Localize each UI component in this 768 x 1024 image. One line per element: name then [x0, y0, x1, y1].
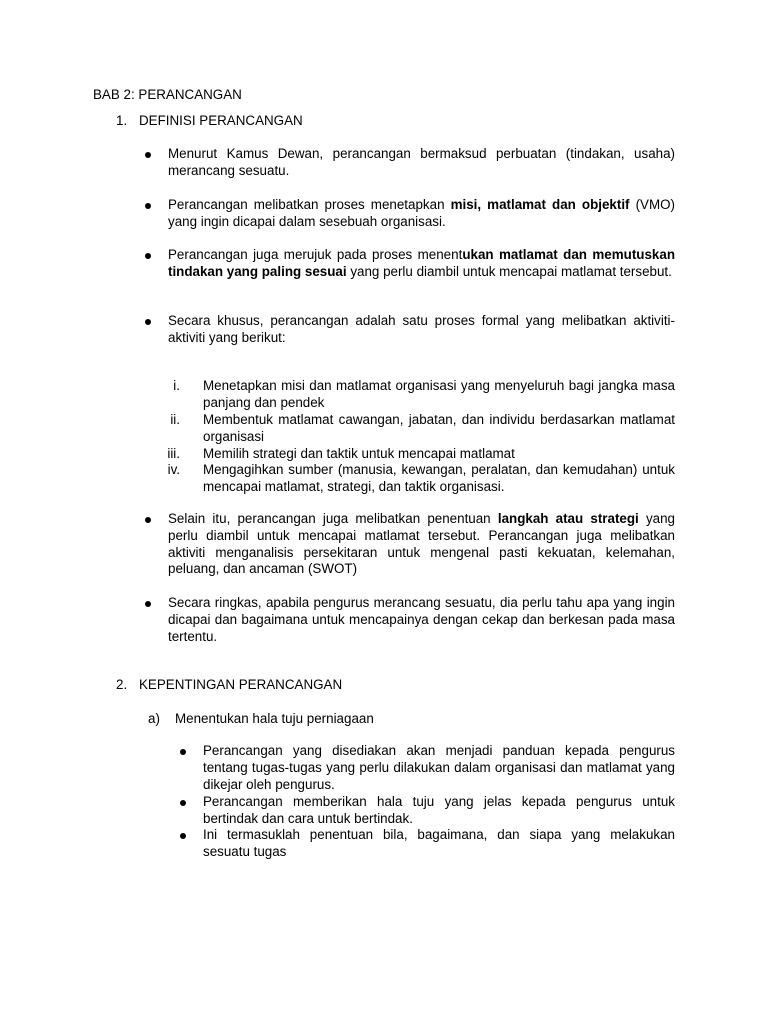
- bullet-text: Perancangan juga merujuk pada proses menentukan matlamat dan memutuskan tindakan yang paling sesuai yang perlu diambil untuk mencapai matlamat tersebut.: [168, 247, 675, 279]
- bullet-icon: [145, 517, 151, 523]
- bullet-icon: [180, 833, 186, 839]
- bullet-text: Ini termasuklah penentuan bila, bagaimana, dan siapa yang melakukan sesuatu tugas: [203, 827, 675, 859]
- bullet-icon: [145, 203, 151, 209]
- list-number: ii.: [170, 412, 180, 427]
- bullet-icon: [145, 152, 151, 158]
- list-number: iv.: [167, 462, 180, 477]
- list-text: Membentuk matlamat cawangan, jabatan, dan individu berdasarkan matlamat organisasi: [203, 412, 675, 444]
- subsection-a-title: Menentukan hala tuju perniagaan: [175, 711, 374, 726]
- list-number: iii.: [167, 446, 180, 461]
- bullet-icon: [180, 800, 186, 806]
- bullet-text: Secara ringkas, apabila pengurus merancang sesuatu, dia perlu tahu apa yang ingin dicapai dan bagaimana untuk mencapainya dengan cekap dan berkesan pada masa tertentu.: [168, 595, 675, 644]
- subsection-a-label: a): [148, 711, 160, 726]
- bullet-icon: [145, 601, 151, 607]
- bullet-text: Selain itu, perancangan juga melibatkan penentuan langkah atau strategi yang perlu diambil untuk mencapai matlamat tersebut. Perancangan juga melibatkan aktiviti menganalisis persekitaran untuk mengenal pasti kekuatan, kelemahan, peluang, dan ancaman (SWOT): [168, 511, 675, 577]
- section-1-number: 1.: [116, 113, 128, 128]
- list-text: Memilih strategi dan taktik untuk mencapai matlamat: [203, 446, 515, 461]
- section-2-title: KEPENTINGAN PERANCANGAN: [139, 677, 343, 692]
- list-text: Mengagihkan sumber (manusia, kewangan, peralatan, dan kemudahan) untuk mencapai matlamat, strategi, dan taktik organisasi.: [203, 462, 675, 494]
- bullet-text: Secara khusus, perancangan adalah satu proses formal yang melibatkan aktiviti-aktiviti yang berikut:: [168, 313, 675, 345]
- bullet-text: Menurut Kamus Dewan, perancangan bermaksud perbuatan (tindakan, usaha) merancang sesuatu.: [168, 146, 675, 178]
- bullet-icon: [145, 253, 151, 259]
- bullet-icon: [145, 319, 151, 325]
- section-1-title: DEFINISI PERANCANGAN: [139, 113, 303, 128]
- bullet-icon: [180, 749, 186, 755]
- chapter-title: BAB 2: PERANCANGAN: [93, 87, 242, 102]
- list-number: i.: [173, 378, 180, 393]
- bullet-text: Perancangan memberikan hala tuju yang jelas kepada pengurus untuk bertindak dan cara untuk bertindak.: [203, 794, 675, 826]
- bullet-text: Perancangan yang disediakan akan menjadi panduan kepada pengurus tentang tugas-tugas yang perlu dilakukan dalam organisasi dan matlamat yang dikejar oleh pengurus.: [203, 743, 675, 792]
- section-2-number: 2.: [116, 677, 128, 692]
- list-text: Menetapkan misi dan matlamat organisasi yang menyeluruh bagi jangka masa panjang dan pendek: [203, 378, 675, 410]
- bullet-text: Perancangan melibatkan proses menetapkan misi, matlamat dan objektif (VMO) yang ingin dicapai dalam sesebuah organisasi.: [168, 197, 676, 229]
